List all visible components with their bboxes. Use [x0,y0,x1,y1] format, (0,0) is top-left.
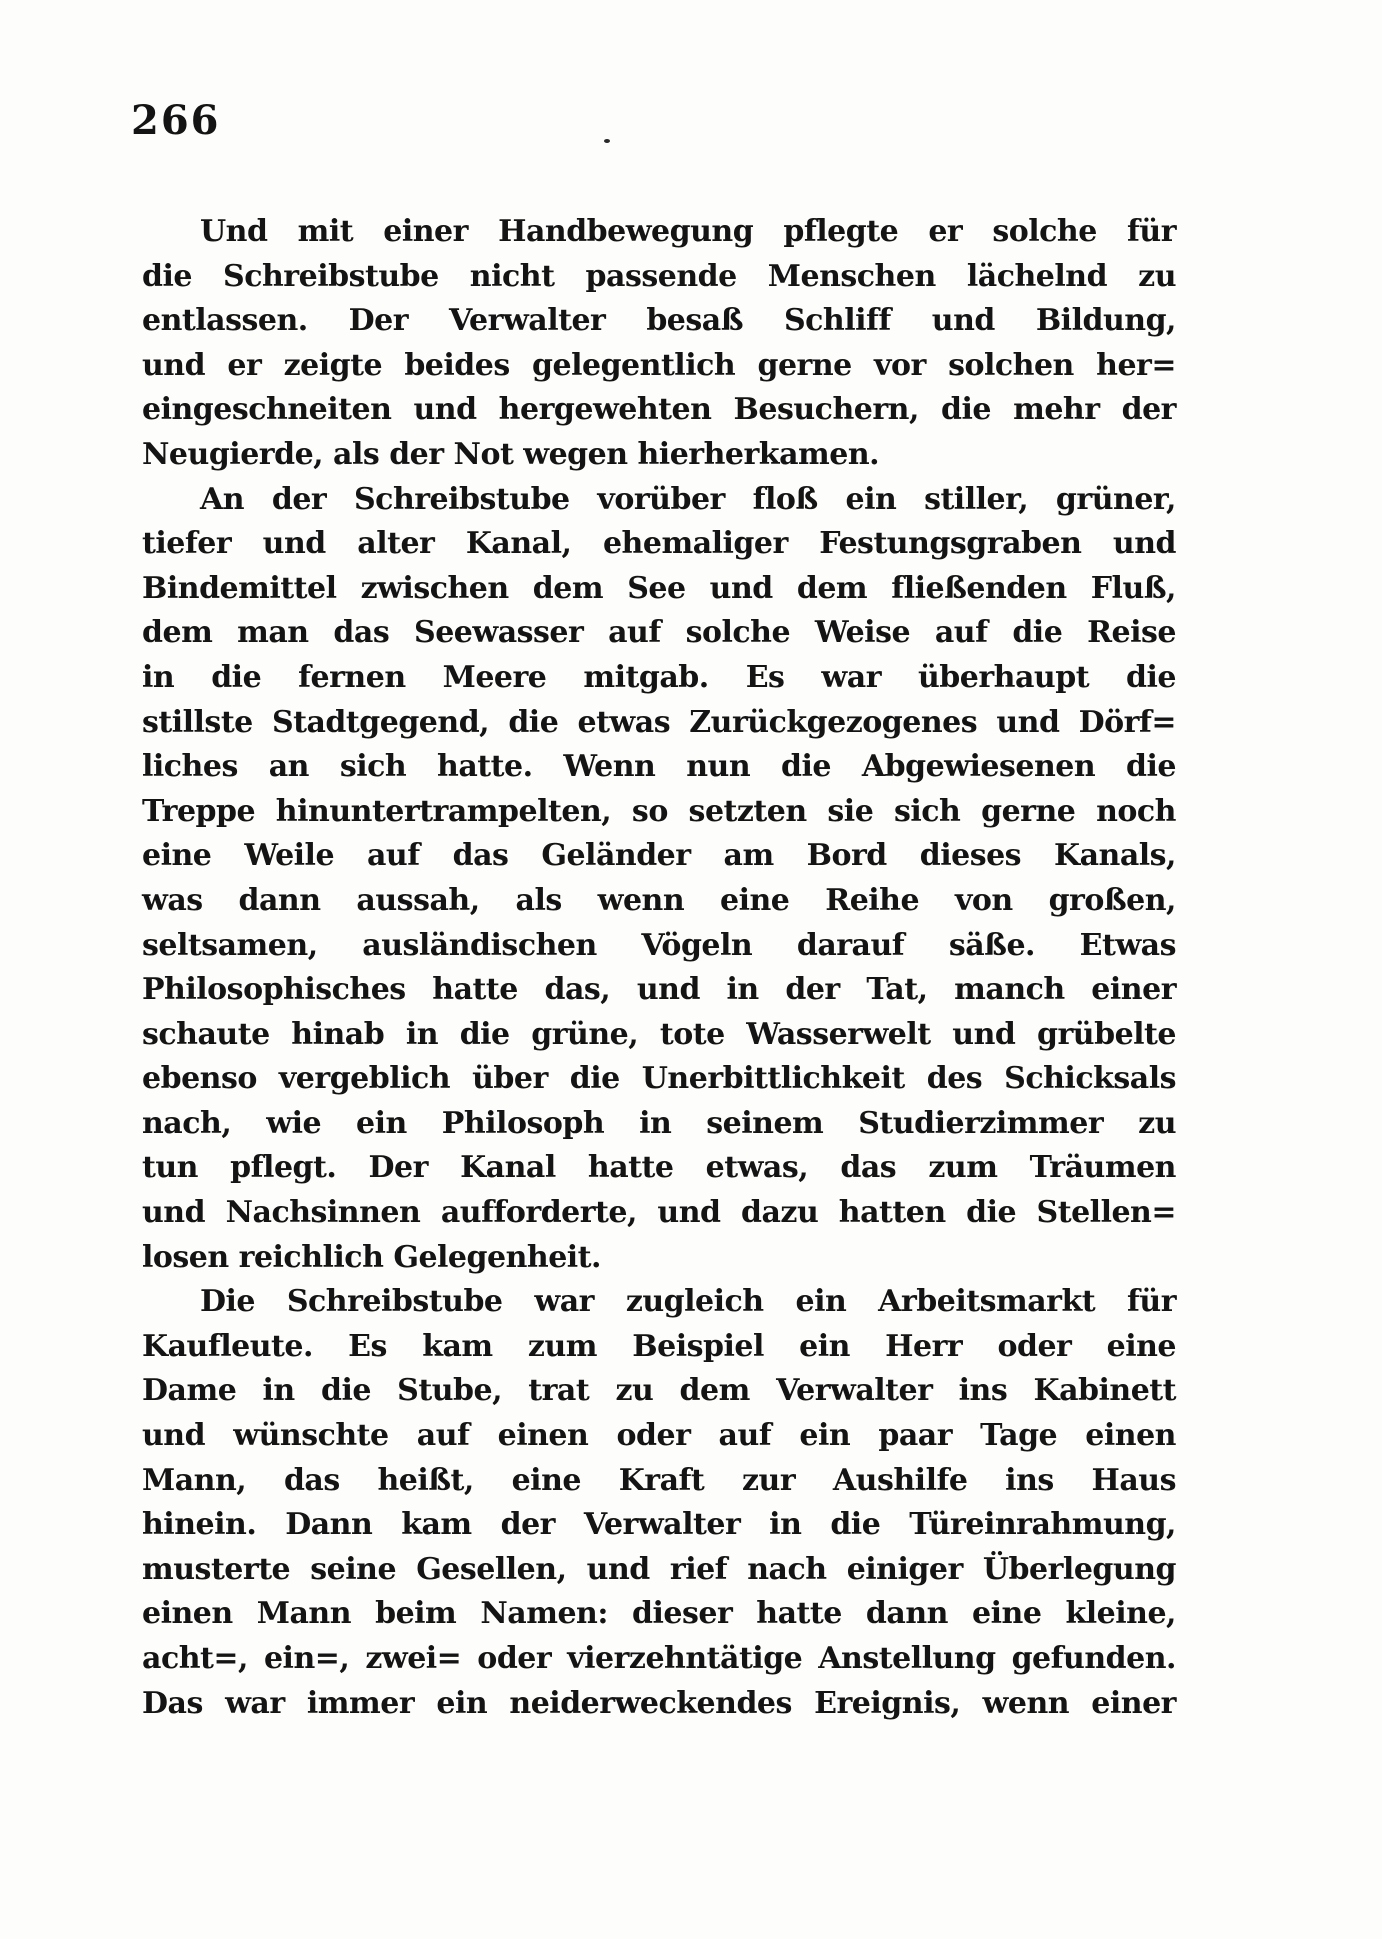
text-line: eingeschneiten und hergewehten Besuchern, die mehr der [142,392,1176,428]
text-line: tiefer und alter Kanal, ehemaliger Festungsgraben und [142,526,1176,562]
text-line: entlassen. Der Verwalter besaß Schliff und Bildung, [142,303,1176,339]
text-line: stillste Stadtgegend, die etwas Zurückgezogenes und Dörf= [142,704,1176,740]
text-line: Treppe hinuntertrampelten, so setzten sie sich gerne noch [142,793,1176,829]
scan-speck [604,139,610,143]
text-line: Kaufleute. Es kam zum Beispiel ein Herr oder eine [142,1328,1176,1364]
text-line: liches an sich hatte. Wenn nun die Abgewiesenen die [142,749,1176,785]
text-line: Die Schreibstube war zugleich ein Arbeitsmarkt für [200,1284,1176,1320]
text-line: losen reichlich Gelegenheit. [142,1239,601,1275]
text-line: musterte seine Gesellen, und rief nach einiger Überlegung [142,1551,1176,1587]
text-line: Das war immer ein neiderweckendes Ereignis, wenn einer [142,1685,1176,1721]
text-line: Bindemittel zwischen dem See und dem fließenden Fluß, [142,570,1176,606]
text-line: eine Weile auf das Geländer am Bord dieses Kanals, [142,838,1176,874]
text-line: nach, wie ein Philosoph in seinem Studierzimmer zu [142,1105,1176,1141]
text-line: tun pflegt. Der Kanal hatte etwas, das zum Träumen [142,1150,1176,1186]
text-line: in die fernen Meere mitgab. Es war überhaupt die [142,659,1176,695]
text-line: und Nachsinnen aufforderte, und dazu hatten die Stellen= [142,1195,1176,1231]
text-line: Philosophisches hatte das, und in der Tat, manch einer [142,972,1176,1008]
text-line: ebenso vergeblich über die Unerbittlichkeit des Schicksals [142,1061,1176,1097]
text-line: und wünschte auf einen oder auf ein paar Tage einen [142,1418,1176,1454]
text-line: Neugierde, als der Not wegen hierherkamen. [142,436,880,472]
text-line: acht=, ein=, zwei= oder vierzehntätige Anstellung gefunden. [142,1641,1176,1676]
text-line: hinein. Dann kam der Verwalter in die Türeinrahmung, [142,1507,1176,1543]
text-line: was dann aussah, als wenn eine Reihe von großen, [142,882,1176,918]
text-line: und er zeigte beides gelegentlich gerne vor solchen her= [142,347,1176,383]
text-line: dem man das Seewasser auf solche Weise auf die Reise [142,615,1176,651]
text-block [142,210,1176,1726]
text-line: Dame in die Stube, trat zu dem Verwalter ins Kabinett [142,1373,1176,1409]
page-number: 266 [131,97,221,144]
text-line: seltsamen, ausländischen Vögeln darauf säße. Etwas [142,927,1176,963]
text-line: Mann, das heißt, eine Kraft zur Aushilfe ins Haus [142,1462,1176,1498]
text-line: Und mit einer Handbewegung pflegte er solche für [200,214,1176,249]
text-line: schaute hinab in die grüne, tote Wasserwelt und grübelte [142,1016,1176,1052]
text-line: die Schreibstube nicht passende Menschen lächelnd zu [142,258,1176,294]
text-line: einen Mann beim Namen: dieser hatte dann eine kleine, [142,1596,1176,1632]
text-line: An der Schreibstube vorüber floß ein stiller, grüner, [200,481,1176,517]
